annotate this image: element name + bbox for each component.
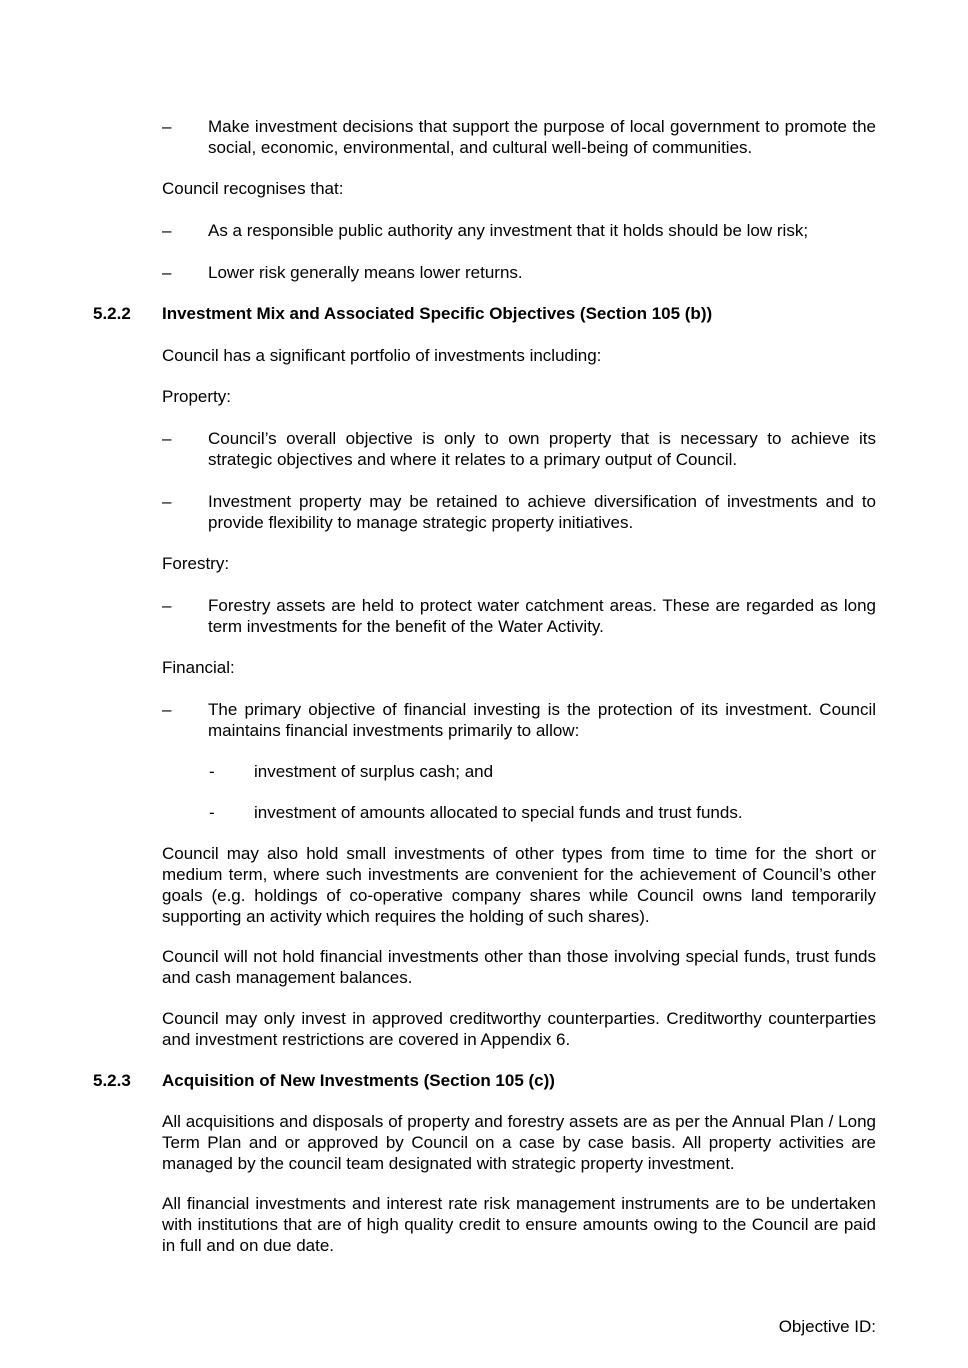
property-item: Council’s overall objective is only to own property that is necessary to achieve its strategic objectives and where it relates to a primary output of Council. bbox=[208, 429, 876, 469]
sub-bullet-hyphen: - bbox=[209, 803, 215, 822]
financial-label: Financial: bbox=[162, 658, 235, 677]
bullet-dash: – bbox=[162, 700, 172, 719]
paragraph-financial-investments: All financial investments and interest rate risk management instruments are to be undertaken with institutions that are of high quality credit to ensure amounts owing to the Council are paid in full and on due date. bbox=[162, 1194, 876, 1255]
paragraph-acquisitions: All acquisitions and disposals of property and forestry assets are as per the Annual Plan / Long Term Plan and or approved by Council on a case by case basis. All property activities are managed by the council team designated with strategic property investment. bbox=[162, 1112, 876, 1173]
forestry-label: Forestry: bbox=[162, 554, 230, 573]
bullet-dash: – bbox=[162, 492, 172, 511]
sub-bullet-hyphen: - bbox=[209, 762, 215, 781]
paragraph-creditworthy: Council may only invest in approved creditworthy counterparties. Creditworthy counterparties and investment restrictions are covered in Appendix 6. bbox=[162, 1009, 876, 1049]
financial-sub-item: investment of amounts allocated to special funds and trust funds. bbox=[254, 803, 743, 822]
bullet-dash: – bbox=[162, 263, 172, 282]
section-title-522: Investment Mix and Associated Specific Objectives (Section 105 (b)) bbox=[162, 304, 713, 323]
property-item: Investment property may be retained to achieve diversification of investments and to provide flexibility to manage strategic property initiatives. bbox=[208, 492, 876, 532]
financial-sub-item: investment of surplus cash; and bbox=[254, 762, 494, 781]
bullet-dash: – bbox=[162, 429, 172, 448]
bullet-dash: – bbox=[162, 117, 172, 136]
recognises-item: Lower risk generally means lower returns. bbox=[208, 263, 523, 282]
recognises-lead: Council recognises that: bbox=[162, 179, 344, 198]
financial-item: The primary objective of financial investing is the protection of its investment. Council maintains financial investments primarily to allow: bbox=[208, 700, 876, 740]
objective-id-label: Objective ID: bbox=[778, 1317, 876, 1336]
bullet-dash: – bbox=[162, 221, 172, 240]
property-label: Property: bbox=[162, 387, 231, 406]
section-title-523: Acquisition of New Investments (Section 105 (c)) bbox=[162, 1071, 555, 1090]
intro-bullet-text: Make investment decisions that support the purpose of local government to promote the social, economic, environmental, and cultural well-being of communities. bbox=[208, 117, 876, 157]
section-number-523: 5.2.3 bbox=[93, 1071, 131, 1090]
bullet-dash: – bbox=[162, 596, 172, 615]
forestry-item: Forestry assets are held to protect water catchment areas. These are regarded as long term investments for the benefit of the Water Activity. bbox=[208, 596, 876, 636]
paragraph-small-investments: Council may also hold small investments of other types from time to time for the short or medium term, where such investments are convenient for the achievement of Council’s other goals (e.g. holdings of co-operative company shares while Council owns land temporarily supporting an activity which requires the holding of such shares). bbox=[162, 844, 876, 926]
recognises-item: As a responsible public authority any investment that it holds should be low risk; bbox=[208, 221, 809, 240]
section-number-522: 5.2.2 bbox=[93, 304, 131, 323]
portfolio-lead: Council has a significant portfolio of investments including: bbox=[162, 346, 602, 365]
paragraph-not-hold: Council will not hold financial investments other than those involving special funds, trust funds and cash management balances. bbox=[162, 947, 876, 987]
